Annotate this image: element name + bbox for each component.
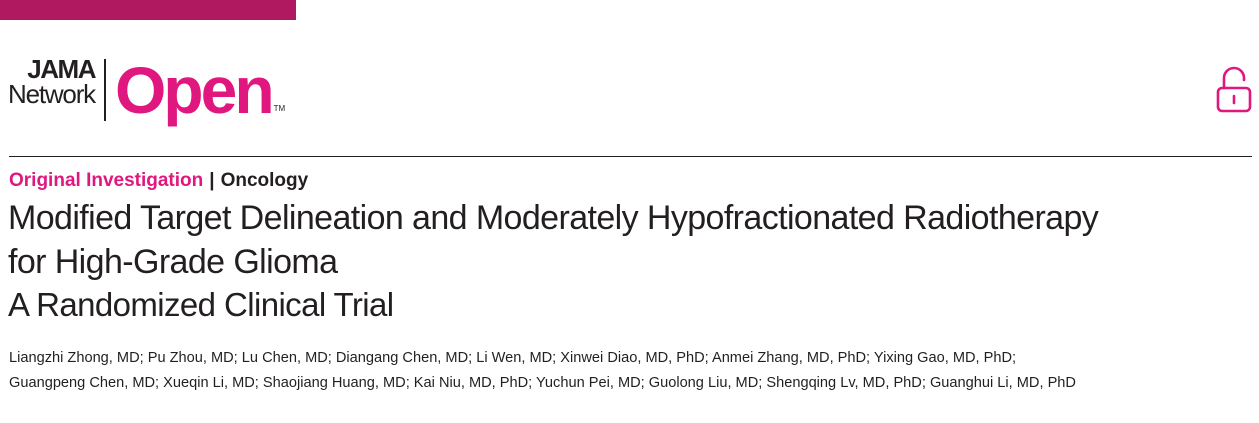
author-list-line-1: Liangzhi Zhong, MD; Pu Zhou, MD; Lu Chen, MD; Diangang Chen, MD; Li Wen, MD; Xinwei Diao, MD, PhD; Anmei Zhang, MD, PhD; Yixing Gao, MD, PhD; xyxy=(9,350,1017,366)
author-list xyxy=(9,346,1249,396)
header-rule xyxy=(9,156,1252,157)
category-separator: | xyxy=(209,170,215,191)
logo-trademark: TM xyxy=(273,104,286,113)
logo-open-text: Open xyxy=(114,53,272,127)
logo-network-text: Network xyxy=(8,79,95,109)
author-list-line-2: Guangpeng Chen, MD; Xueqin Li, MD; Shaojiang Huang, MD; Kai Niu, MD, PhD; Yuchun Pei, MD; Guolong Liu, MD; Shengqing Lv, MD, PhD; Guanghui Li, MD, PhD xyxy=(9,375,1076,391)
article-subtitle: A Randomized Clinical Trial xyxy=(8,286,394,323)
article-title-line-1: Modified Target Delineation and Moderately Hypofractionated Radiotherapy xyxy=(8,199,1099,237)
logo-jama-text: JAMA xyxy=(27,54,95,84)
jama-network-open-logo[interactable] xyxy=(8,52,286,127)
article-title-line-2: for High-Grade Glioma xyxy=(8,243,338,281)
logo-divider xyxy=(104,59,106,121)
article-category xyxy=(9,170,308,192)
unlocked-padlock-icon xyxy=(1214,64,1254,114)
logo-wordmark-left xyxy=(8,52,95,107)
article-type[interactable]: Original Investigation xyxy=(9,170,204,191)
top-accent-bar xyxy=(0,0,296,20)
article-title xyxy=(8,196,1248,284)
article-subject[interactable]: Oncology xyxy=(220,170,309,191)
